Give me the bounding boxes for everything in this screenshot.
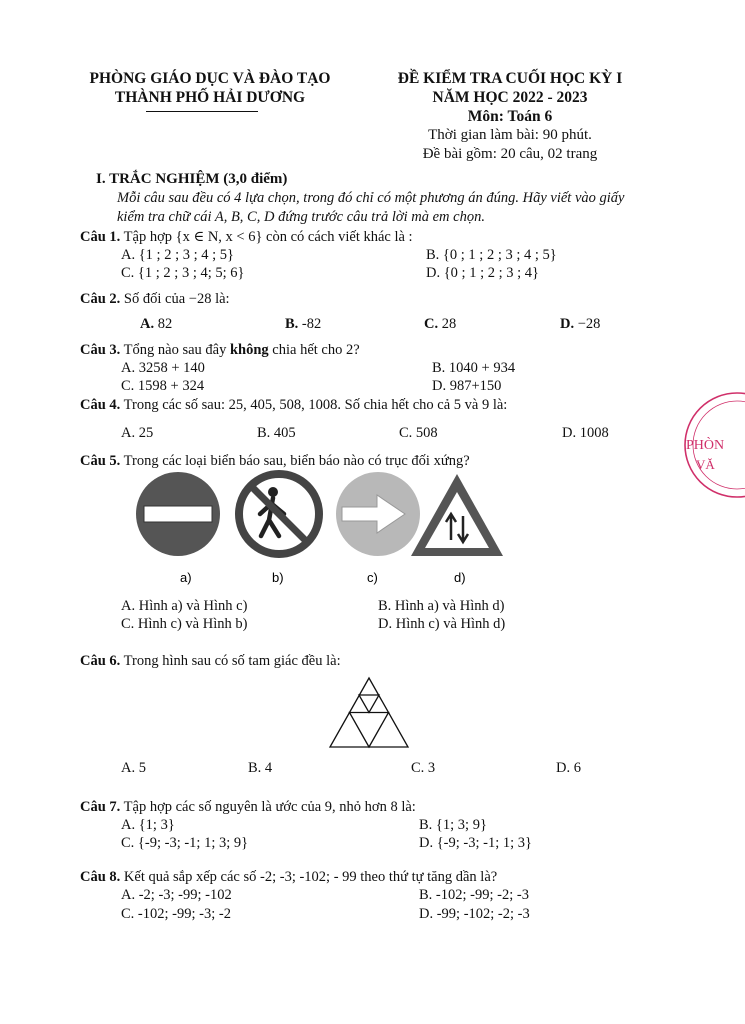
- q3-option-b: B. 1040 + 934: [432, 360, 516, 376]
- traffic-signs-figure: [130, 470, 510, 592]
- header-department: PHÒNG GIÁO DỤC VÀ ĐÀO TẠO: [89, 70, 331, 87]
- sign-arrow: [336, 472, 420, 556]
- q7-option-a: A. {1; 3}: [121, 817, 175, 833]
- q1-option-c: C. {1 ; 2 ; 3 ; 4; 5; 6}: [121, 265, 245, 281]
- q3-label: Câu 3.: [80, 342, 121, 358]
- section-instruction-2: kiểm tra chữ cái A, B, C, D đứng trước câu trả lời mà em chọn.: [117, 209, 485, 225]
- q4-option-c: C. 508: [399, 425, 438, 441]
- section-instruction-1: Mỗi câu sau đều có 4 lựa chọn, trong đó chỉ có một phương án đúng. Hãy viết vào giấy: [117, 190, 625, 206]
- q1-option-b: B. {0 ; 1 ; 2 ; 3 ; 4 ; 5}: [426, 247, 557, 263]
- sign-label-b: b): [272, 570, 284, 585]
- q2-option-b: B. -82: [285, 316, 322, 332]
- header-underline: [146, 111, 258, 112]
- q1-text: Tập hợp {x ∈ N, x < 6} còn có cách viết khác là :: [120, 229, 413, 245]
- q8-option-b: B. -102; -99; -2; -3: [419, 887, 529, 903]
- header-subject: Môn: Toán 6: [467, 108, 553, 125]
- sign-label-c: c): [367, 570, 378, 585]
- sign-label-d: d): [454, 570, 466, 585]
- header-school-year: NĂM HỌC 2022 - 2023: [432, 89, 588, 106]
- q6-label: Câu 6.: [80, 653, 121, 669]
- q2-text: Số đối của −28 là:: [120, 291, 230, 307]
- q8-stem: Câu 8. Kết quả sắp xếp các số -2; -3; -102; - 99 theo thứ tự tăng dần là?: [80, 869, 498, 885]
- q7-option-b: B. {1; 3; 9}: [419, 817, 487, 833]
- q8-option-d: D. -99; -102; -2; -3: [419, 906, 530, 922]
- q2-label: Câu 2.: [80, 291, 121, 307]
- q4-option-a: A. 25: [121, 425, 154, 441]
- q7-option-d: D. {-9; -3; -1; 1; 3}: [419, 835, 532, 851]
- q2-option-c: C. 28: [424, 316, 457, 332]
- q2-stem: [80, 291, 230, 308]
- header-time: Thời gian làm bài: 90 phút.: [428, 127, 592, 143]
- q6-option-d: D. 6: [556, 760, 581, 776]
- q8-option-c: C. -102; -99; -3; -2: [121, 906, 231, 922]
- q5-option-d: D. Hình c) và Hình d): [378, 616, 506, 632]
- q5-option-c: C. Hình c) và Hình b): [121, 616, 248, 632]
- sign-label-a: a): [180, 570, 192, 585]
- header-city: THÀNH PHỐ HẢI DƯƠNG: [114, 89, 306, 106]
- q7-option-c: C. {-9; -3; -1; 1; 3; 9}: [121, 835, 249, 851]
- sign-no-pedestrians: [239, 474, 319, 554]
- header-exam-title: ĐỀ KIỂM TRA CUỐI HỌC KỲ I: [397, 70, 623, 87]
- q8-label: Câu 8.: [80, 869, 121, 885]
- triangle-figure: [328, 676, 410, 750]
- q5-stem: Câu 5. Trong các loại biển báo sau, biển báo nào có trục đối xứng?: [80, 453, 470, 469]
- q3-option-d: D. 987+150: [432, 378, 502, 394]
- q5-label: Câu 5.: [80, 453, 121, 469]
- q7-stem: Câu 7. Tập hợp các số nguyên là ước của 9, nhỏ hơn 8 là:: [80, 799, 416, 815]
- q6-stem: Câu 6. Trong hình sau có số tam giác đều là:: [80, 653, 341, 669]
- q2-option-d: D. −28: [560, 316, 601, 332]
- q1-option-d: D. {0 ; 1 ; 2 ; 3 ; 4}: [426, 265, 540, 281]
- stamp-text-2: VĂ: [696, 457, 715, 472]
- q6-option-c: C. 3: [411, 760, 436, 776]
- q7-label: Câu 7.: [80, 799, 121, 815]
- stamp-seal: [672, 385, 745, 505]
- section-title: I. TRẮC NGHIỆM (3,0 điểm): [96, 171, 288, 187]
- q5-option-a: A. Hình a) và Hình c): [121, 598, 248, 614]
- q8-option-a: A. -2; -3; -99; -102: [121, 887, 232, 903]
- sign-no-entry: [136, 472, 220, 556]
- sign-two-way: [411, 474, 503, 556]
- q1-option-a: A. {1 ; 2 ; 3 ; 4 ; 5}: [121, 247, 235, 263]
- stamp-text-1: PHÒN: [686, 438, 725, 453]
- q6-option-a: A. 5: [121, 760, 146, 776]
- q6-option-b: B. 4: [248, 760, 273, 776]
- q5-option-b: B. Hình a) và Hình d): [378, 598, 505, 614]
- q4-stem: Câu 4. Trong các số sau: 25, 405, 508, 1008. Số chia hết cho cả 5 và 9 là:: [80, 397, 508, 413]
- q2-option-a: A. 82: [140, 316, 173, 332]
- q4-option-d: D. 1008: [562, 425, 609, 441]
- q4-label: Câu 4.: [80, 397, 121, 413]
- q3-option-a: A. 3258 + 140: [121, 360, 205, 376]
- q1-label: Câu 1.: [80, 229, 121, 245]
- q4-option-b: B. 405: [257, 425, 296, 441]
- q1-stem: [80, 229, 413, 246]
- q3-stem: Câu 3. Tổng nào sau đây không chia hết cho 2?: [80, 342, 360, 358]
- q3-option-c: C. 1598 + 324: [121, 378, 205, 394]
- header-pages: Đề bài gồm: 20 câu, 02 trang: [422, 146, 598, 162]
